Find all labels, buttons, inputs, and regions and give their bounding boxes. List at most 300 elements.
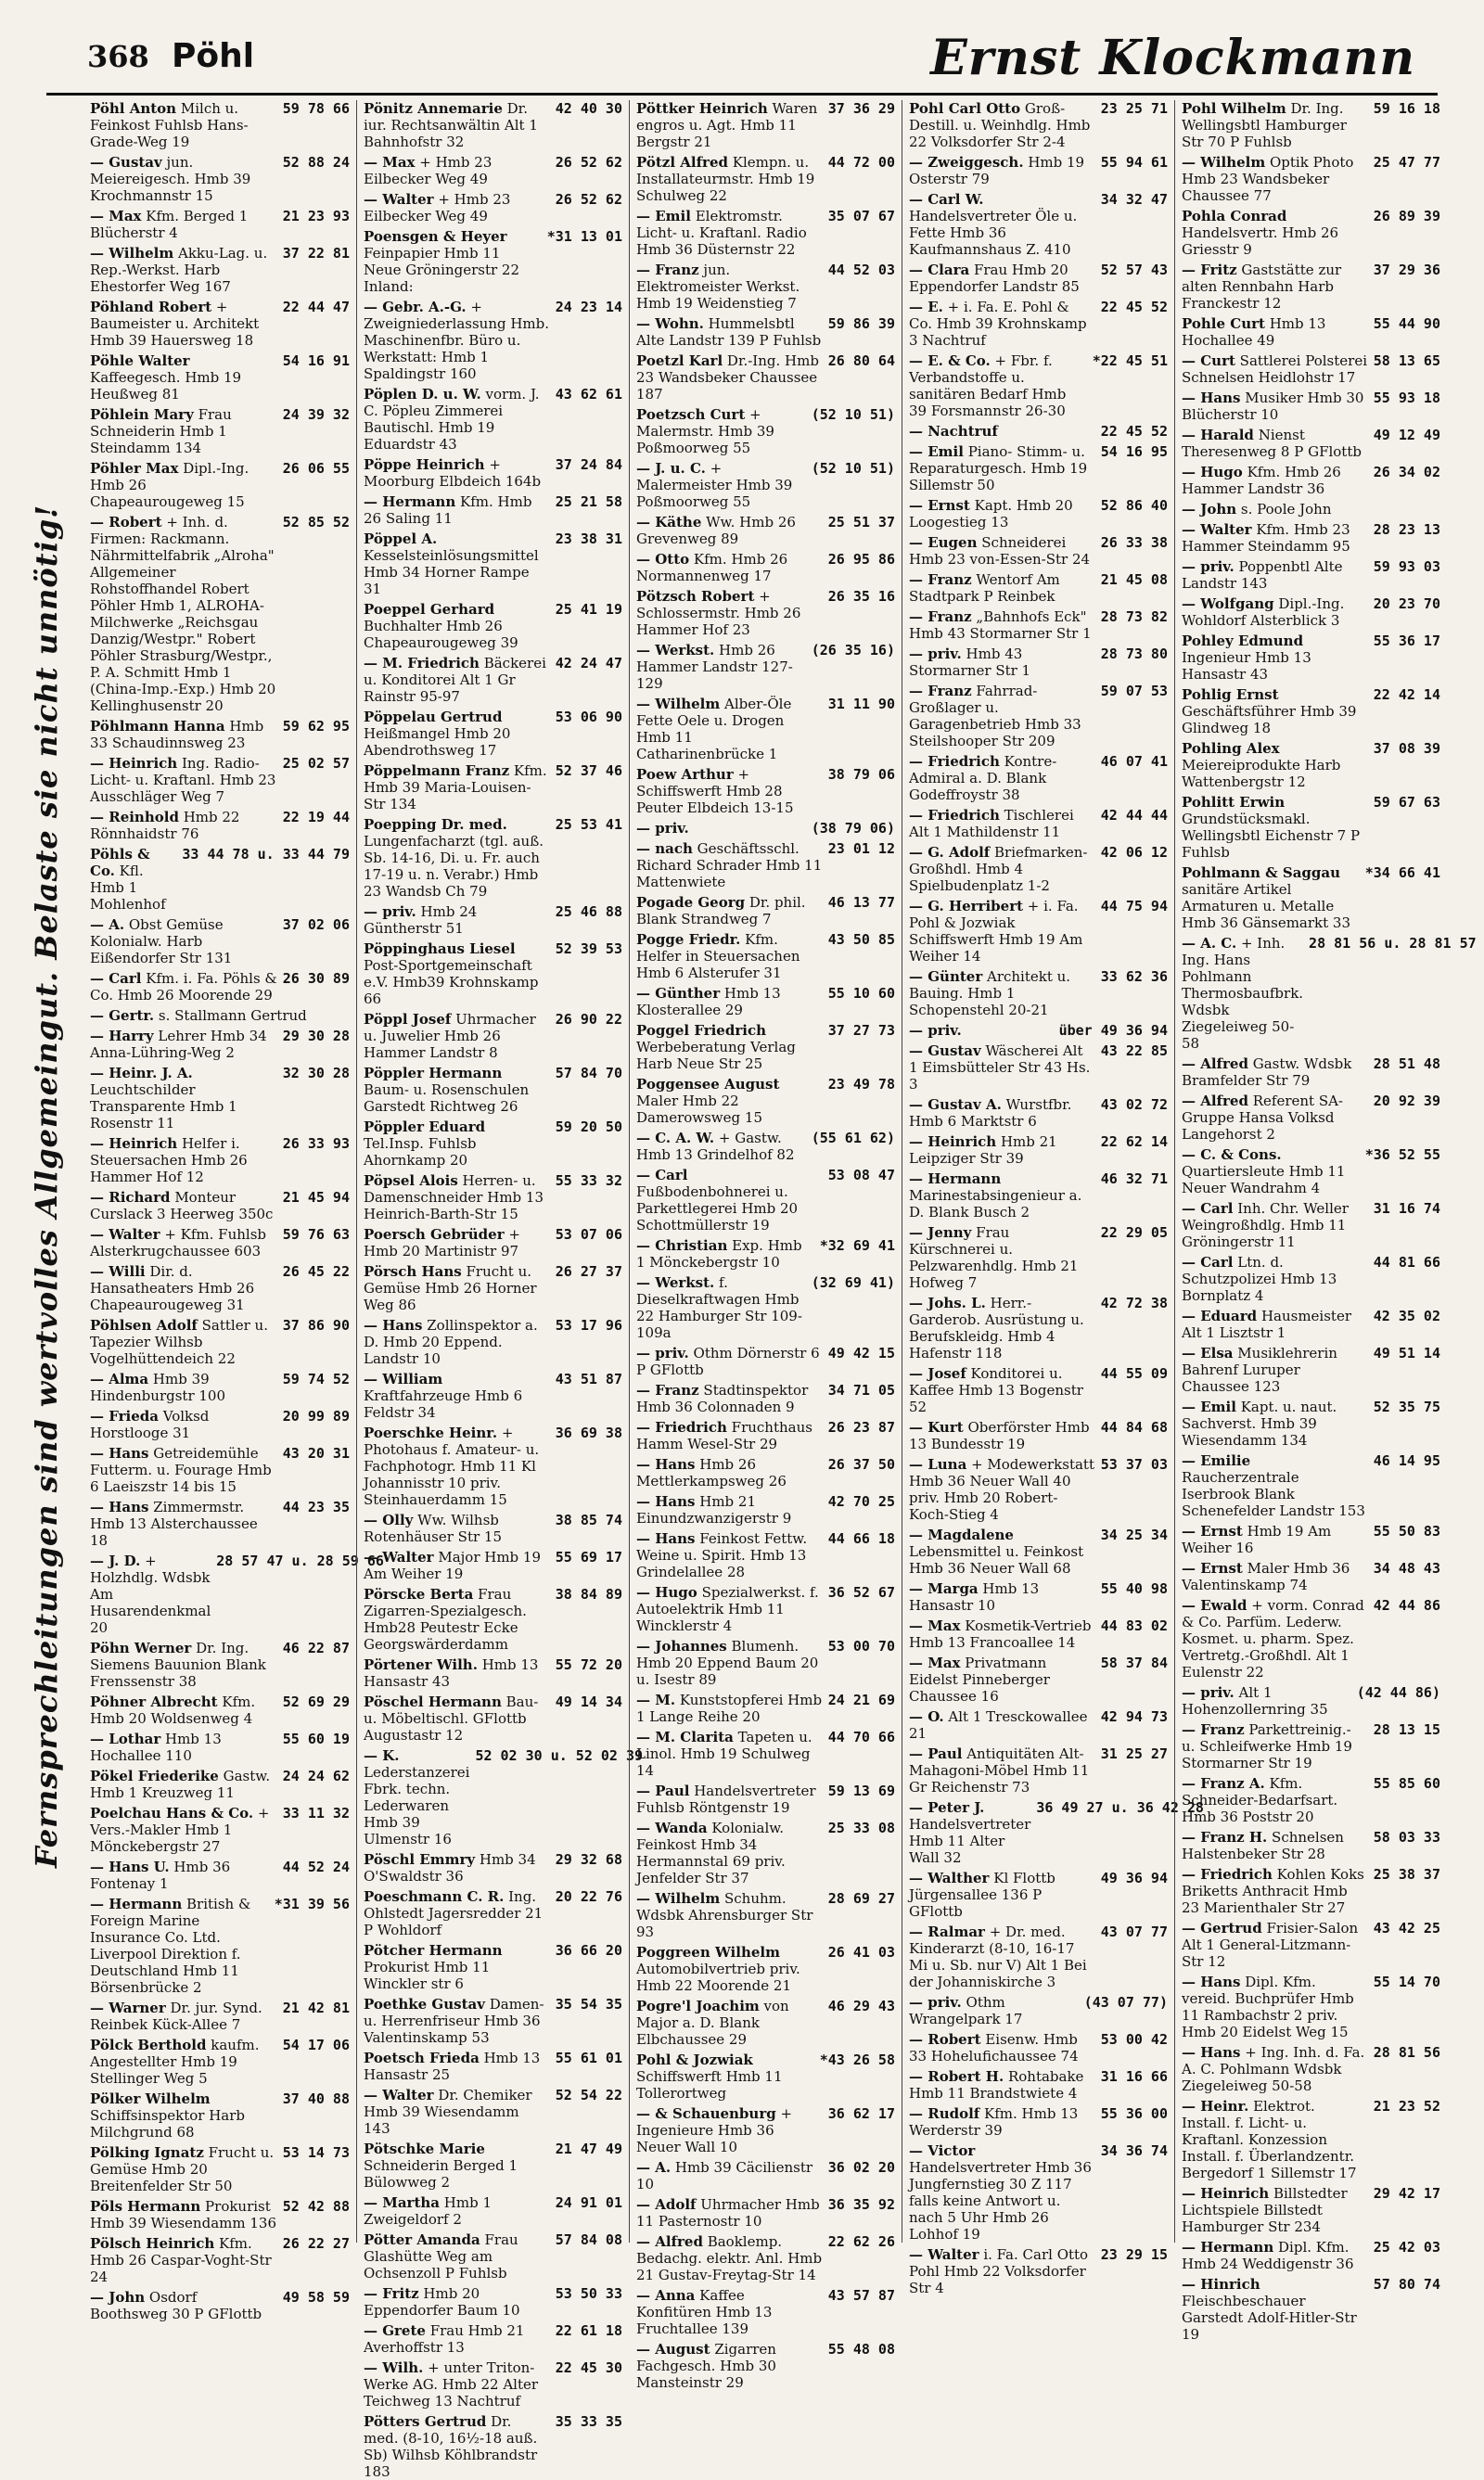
entry-description: Hmb 19 Am Weiher 16	[1182, 1523, 1332, 1556]
entry-phone: 43 51 87	[555, 1371, 622, 1387]
entry-phone: 22 45 52	[1100, 299, 1168, 315]
directory-entry	[636, 208, 895, 258]
entry-description: Gastw. Wdsbk Bramfelder Str 79	[1182, 1055, 1352, 1089]
entry-name: Poetzl Karl	[636, 352, 723, 369]
entry-description: Billstedter Lichtspiele Billstedt Hamburger Str 234	[1182, 2185, 1348, 2235]
entry-phone: 55 93 18	[1373, 390, 1440, 406]
entry-phone: 29 42 17	[1373, 2185, 1440, 2202]
directory-entry	[90, 1445, 350, 1495]
directory-entry	[90, 1065, 350, 1131]
entry-name: Poew Arthur	[636, 766, 734, 783]
entry-name: — Franz	[909, 571, 972, 588]
entry-phone: 58 37 84	[1100, 1655, 1168, 1671]
directory-entry	[636, 820, 895, 837]
entry-description: Tapeten u. Linol. Hmb 19 Schulweg 14	[636, 1729, 812, 1779]
entry-name: — Victor	[909, 2142, 976, 2159]
directory-entry	[636, 985, 895, 1018]
entry-name: — Nachtruf	[909, 423, 998, 440]
entry-name: — Günter	[909, 968, 983, 985]
entry-phone: 34 71 05	[827, 1382, 895, 1399]
entry-phone: 59 13 69	[827, 1783, 895, 1799]
entry-phone: 37 22 81	[282, 245, 350, 262]
entry-name: Poeschmann C. R.	[364, 1888, 505, 1905]
entry-description: Handelsvertreter Fuhlsb Röntgenstr 19	[636, 1783, 816, 1816]
entry-name: — Wanda	[636, 1820, 708, 1836]
directory-entry	[90, 100, 350, 150]
directory-entry	[636, 100, 895, 150]
directory-entry	[364, 2413, 622, 2480]
entry-name: — priv.	[1182, 1684, 1235, 1701]
entry-description: Kfm. Hmb 23 Hammer Steindamm 95	[1182, 521, 1350, 555]
entry-phone: 26 33 93	[282, 1135, 350, 1152]
directory-entry	[636, 2105, 895, 2155]
entry-name: — E. & Co.	[909, 352, 991, 369]
entry-name: Pohley Edmund	[1182, 633, 1304, 649]
entry-name: Poetsch Frieda	[364, 2050, 480, 2066]
directory-entry	[90, 2090, 350, 2141]
entry-name: — O.	[909, 1708, 944, 1725]
entry-name: — Reinhold	[90, 809, 179, 825]
directory-entry	[636, 1493, 895, 1527]
entry-description: Hmb 36 Fontenay 1	[90, 1859, 231, 1892]
entry-name: — Franz	[1182, 1721, 1245, 1738]
entry-phone: 36 69 38	[555, 1425, 622, 1441]
directory-entry	[90, 718, 350, 751]
entry-description: + Modewerkstatt Hmb 36 Neuer Wall 40 priv. Hmb 20 Robert-Koch-Stieg 4	[909, 1456, 1094, 1523]
entry-name: — Hermann	[1182, 2239, 1274, 2256]
entry-name: — William	[364, 1371, 443, 1387]
entry-phone: 52 88 24	[282, 154, 350, 171]
entry-name: — Gertr.	[90, 1007, 155, 1024]
entry-name: — Harry	[90, 1028, 154, 1044]
entry-name: Pöppl Josef	[364, 1011, 452, 1028]
entry-description: + Dr. med. Kinderarzt (8-10, 16-17 Mi u. Sb. nur V) Alt 1 Bei der Johanniskirche 3	[909, 1924, 1087, 1990]
entry-description: Major Hmb 19 Am Weiher 19	[364, 1549, 542, 1582]
directory-entry	[1182, 1974, 1440, 2040]
entry-description: Zigarren Fachgesch. Hmb 30 Mansteinstr 29	[636, 2341, 776, 2391]
directory-entry	[1182, 558, 1440, 592]
entry-phone: 21 45 94	[282, 1189, 350, 1206]
entry-description: Akku-Lag. u. Rep.-Werkst. Harb Ehestorfer Weg 167	[90, 245, 268, 295]
entry-name: Pötschke Marie	[364, 2141, 485, 2157]
directory-entry	[1182, 427, 1440, 460]
directory-entry	[636, 1022, 895, 1072]
directory-entry	[1182, 1254, 1440, 1304]
directory-entry	[1182, 686, 1440, 736]
entry-description: sanitäre Artikel Armaturen u. Metalle Hmb 36 Gänsemarkt 33	[1182, 881, 1350, 931]
directory-column	[83, 100, 384, 2322]
entry-name: Pöhl Anton	[90, 100, 177, 117]
entry-description: Prokurist Hmb 39 Wiesendamm 136	[90, 2198, 276, 2231]
entry-name: Pötzsch Robert	[636, 588, 755, 605]
directory-entry	[90, 2235, 350, 2285]
entry-name: — C. A. W.	[636, 1130, 715, 1146]
entry-name: Pölck Berthold	[90, 2037, 207, 2053]
entry-phone: 55 48 08	[827, 2341, 895, 2358]
entry-description: jun. Elektromeister Werkst. Hmb 19 Weidenstieg 7	[636, 262, 800, 312]
directory-entry	[636, 1998, 895, 2048]
entry-description: Alt 1 Tresckowallee 21	[909, 1708, 1088, 1742]
entry-description: Obst Gemüse Kolonialw. Harb Eißendorfer Str 131	[90, 916, 233, 966]
entry-phone: 42 72 38	[1100, 1295, 1168, 1311]
entry-description: Maler Hmb 36 Valentinskamp 74	[1182, 1560, 1350, 1593]
entry-phone: 52 42 88	[282, 2198, 350, 2215]
entry-phone: 59 16 18	[1373, 100, 1440, 117]
entry-description: Handelsvertr. Hmb 26 Griesstr 9	[1182, 224, 1339, 258]
entry-description: Schiffsinspektor Harb Milchgrund 68	[90, 2107, 246, 2141]
entry-phone: *43 26 58	[819, 2052, 895, 2068]
entry-description: Herren- u. Damenschneider Hmb 13 Heinrich-Barth-Str 15	[364, 1172, 544, 1222]
entry-phone: 49 42 15	[827, 1345, 895, 1361]
directory-entry	[364, 1694, 622, 1744]
entry-name: Pogge Friedr.	[636, 931, 741, 948]
entry-name: — Franz A.	[1182, 1775, 1265, 1792]
entry-name: Poethke Gustav	[364, 1996, 485, 2013]
entry-phone: 52 35 75	[1373, 1399, 1440, 1415]
directory-column	[902, 100, 1204, 2296]
directory-entry	[1182, 501, 1440, 518]
entry-description: Prokurist Hmb 11 Winckler str 6	[364, 1959, 491, 1992]
directory-entry	[90, 1408, 350, 1441]
directory-entry	[909, 191, 1168, 258]
entry-name: — Hans	[364, 1317, 423, 1334]
entry-name: — John	[1182, 501, 1237, 518]
entry-description: + Inh. Ing. Hans Pohlmann Thermosbaufbrk. Wdsbk Ziegeleiweg 50-58	[1182, 935, 1304, 1052]
directory-entry	[636, 1890, 895, 1940]
directory-entry	[1182, 1308, 1440, 1341]
directory-entry	[909, 2068, 1168, 2102]
entry-name: — A.	[90, 916, 125, 933]
directory-entry	[364, 1747, 644, 1847]
entry-phone: 38 84 89	[555, 1586, 622, 1603]
entry-name: — Clara	[909, 262, 970, 278]
entry-name: — priv.	[364, 903, 416, 920]
directory-entry	[364, 2359, 622, 2410]
entry-phone: 46 32 71	[1100, 1170, 1168, 1187]
directory-entry	[90, 208, 350, 241]
entry-name: — Emil	[636, 208, 691, 224]
entry-name: — Paul	[909, 1745, 963, 1762]
entry-phone: 21 23 93	[282, 208, 350, 224]
entry-name: — Anna	[636, 2287, 696, 2304]
entry-name: — Werkst.	[636, 642, 715, 658]
entry-description: Hmb 39 Cäcilienstr 10	[636, 2159, 813, 2192]
directory-entry	[909, 807, 1168, 840]
entry-description: Othm Wrangelpark 17	[909, 1994, 1023, 2027]
entry-name: — Heinr.	[1182, 2098, 1249, 2115]
entry-name: Pogre'l Joachim	[636, 1998, 760, 2014]
entry-name: Pöls Hermann	[90, 2198, 201, 2215]
entry-name: — E.	[909, 299, 943, 315]
entry-phone: 46 14 95	[1373, 1452, 1440, 1469]
entry-name: — Heinrich	[90, 1135, 178, 1152]
entry-description: Dir. d. Hansatheaters Hmb 26 Chapeaurougeweg 31	[90, 1263, 255, 1313]
entry-description: Grundstücksmakl. Wellingsbtl Eichenstr 7 P Fuhlsb	[1182, 811, 1361, 861]
entry-name: — Alma	[90, 1371, 149, 1387]
directory-entry	[364, 1226, 622, 1259]
entry-phone: 44 55 09	[1100, 1365, 1168, 1382]
entry-name: — Jenny	[909, 1224, 972, 1241]
directory-entry	[1182, 1560, 1440, 1593]
entry-name: Pöppe Heinrich	[364, 456, 485, 473]
entry-phone: 59 62 95	[282, 718, 350, 735]
entry-name: Pohle Curt	[1182, 315, 1265, 332]
directory-entry	[1182, 1775, 1440, 1825]
entry-phone: 55 61 01	[555, 2050, 622, 2066]
entry-description: Dipl.-Ing. Wohldorf Alsterblick 3	[1182, 595, 1345, 629]
entry-phone: 25 51 37	[827, 514, 895, 531]
entry-phone: 54 17 06	[282, 2037, 350, 2053]
directory-entry	[636, 931, 895, 981]
directory-entry	[909, 2246, 1168, 2296]
entry-description: Alt 1 Hohenzollernring 35	[1182, 1684, 1328, 1718]
entry-name: Pöschel Hermann	[364, 1694, 502, 1710]
entry-name: — Olly	[364, 1512, 414, 1528]
entry-description: Nienst Theresenweg 8 P GFlottb	[1182, 427, 1362, 460]
entry-description: + Photohaus f. Amateur- u. Fachphotogr. Hmb 11 Kl Johannisstr 10 priv. Steinhauerdamm 15	[364, 1425, 540, 1508]
entry-description: Frisier-Salon Alt 1 General-Litzmann-Str 12	[1182, 1920, 1359, 1970]
entry-name: Pötter Amanda	[364, 2231, 480, 2248]
directory-entry	[90, 1028, 350, 1061]
entry-phone: 38 79 06	[827, 766, 895, 783]
directory-entry	[364, 1425, 622, 1508]
entry-description: Konditorei u. Kaffee Hmb 13 Bogenstr 52	[909, 1365, 1083, 1415]
entry-description: Hmb 21 Einundzwanzigerstr 9	[636, 1493, 792, 1527]
entry-description: + Baumeister u. Architekt Hmb 39 Hauersweg 18	[90, 299, 260, 349]
directory-entry	[636, 2052, 895, 2102]
directory-entry	[909, 1224, 1168, 1291]
entry-description: Geschäftsführer Hmb 39 Glindweg 18	[1182, 703, 1357, 736]
entry-phone: (42 44 86)	[1356, 1684, 1440, 1701]
entry-phone: (38 79 06)	[811, 820, 895, 837]
entry-description: Musiklehrerin Bahrenf Luruper Chaussee 123	[1182, 1345, 1337, 1395]
directory-entry	[1182, 1200, 1440, 1250]
entry-name: Pöhn Werner	[90, 1640, 192, 1656]
directory-entry	[364, 1656, 622, 1690]
entry-description: Lungenfacharzt (tgl. auß. Sb. 14-16, Di. u. Fr. auch 17-19 u. n. Verabr.) Hmb 23 Wandsb Ch 79	[364, 833, 544, 900]
directory-entry	[1182, 521, 1440, 555]
directory-entry	[636, 1419, 895, 1452]
entry-description: Ltn. d. Schutzpolizei Hmb 13 Bornplatz 4	[1182, 1254, 1337, 1304]
entry-name: Pohla Conrad	[1182, 208, 1287, 224]
entry-phone: 43 42 25	[1373, 1920, 1440, 1937]
entry-phone: 26 34 02	[1373, 464, 1440, 480]
entry-name: Pötzl Alfred	[636, 154, 728, 171]
directory-entry	[636, 1345, 895, 1378]
directory-entry	[90, 846, 350, 913]
entry-phone: 42 70 25	[827, 1493, 895, 1510]
entry-name: Poelchau Hans & Co.	[90, 1805, 254, 1822]
entry-phone: 25 02 57	[282, 755, 350, 772]
entry-name: Pöhlsen Adolf	[90, 1317, 198, 1334]
directory-entry	[364, 1172, 622, 1222]
entry-description: Inh. Chr. Weller Weingroßhdlg. Hmb 11 Gröningerstr 11	[1182, 1200, 1349, 1250]
directory-entry	[364, 456, 622, 490]
entry-phone: 23 49 78	[827, 1076, 895, 1093]
entry-name: — priv.	[909, 1022, 962, 1039]
directory-entry	[636, 514, 895, 547]
entry-name: — Wilhelm	[636, 696, 721, 712]
entry-name: — Walter	[909, 2246, 979, 2263]
entry-name: — Hans	[1182, 390, 1241, 406]
entry-description: British & Foreign Marine Insurance Co. Ltd. Liverpool Direktion f. Deutschland Hmb 11 Börsenbrücke 2	[90, 1896, 251, 1996]
entry-name: Pohlitt Erwin	[1182, 794, 1286, 811]
entry-description: + Vers.-Makler Hmb 1 Mönckebergstr 27	[90, 1805, 270, 1855]
directory-entry	[636, 2196, 895, 2230]
entry-description: von Major a. D. Blank Elbchaussee 29	[636, 1998, 789, 2048]
entry-description: Marinestabsingenieur a. D. Blank Busch 2	[909, 1187, 1082, 1221]
entry-description: Frau Schneiderin Hmb 1 Steindamm 134	[90, 406, 232, 456]
entry-phone: 46 07 41	[1100, 753, 1168, 770]
entry-phone: *34 66 41	[1364, 864, 1440, 881]
entry-name: — Robert H.	[909, 2068, 1004, 2085]
entry-phone: 36 49 27 u. 36 42 28	[1036, 1799, 1204, 1816]
entry-description: Hmb 26 Hammer Landstr 127-129	[636, 642, 793, 692]
directory-entry	[364, 1888, 622, 1938]
directory-entry	[909, 1170, 1168, 1221]
directory-entry	[636, 1783, 895, 1816]
entry-description: Kapt. u. naut. Sachverst. Hmb 39 Wiesendamm 134	[1182, 1399, 1337, 1449]
directory-entry	[636, 1456, 895, 1489]
entry-phone: 57 80 74	[1373, 2276, 1440, 2293]
entry-name: — priv.	[909, 646, 962, 662]
entry-name: — Magdalene	[909, 1527, 1014, 1543]
entry-name: — Hans	[90, 1445, 149, 1462]
entry-description: Hmb 24 Güntherstr 51	[364, 903, 478, 937]
entry-description: s. Poole John	[1236, 501, 1332, 518]
directory-entry	[1182, 633, 1440, 683]
entry-phone: 28 73 80	[1100, 646, 1168, 662]
directory-entry	[909, 1365, 1168, 1415]
directory-entry	[90, 460, 350, 510]
entry-phone: 55 33 32	[555, 1172, 622, 1189]
entry-name: — Walter	[364, 1549, 434, 1566]
directory-entry	[909, 352, 1168, 419]
entry-phone: 42 94 73	[1100, 1708, 1168, 1725]
entry-name: — A. C.	[1182, 935, 1237, 952]
entry-description: + Zweigniederlassung Hmb. Maschinenfbr. Büro u. Werkstatt: Hmb 1 Spaldingstr 160	[364, 299, 550, 382]
entry-phone: 21 23 52	[1373, 2098, 1440, 2115]
entry-description: Hmb 13 Hansastr 43	[364, 1656, 539, 1690]
entry-description: Briefmarken-Großhdl. Hmb 4 Spielbudenplatz 1-2	[909, 844, 1088, 894]
entry-description: Zollinspektor a. D. Hmb 20 Eppend. Landstr 10	[364, 1317, 538, 1367]
entry-description: Othm Dörnerstr 6 P GFlottb	[636, 1345, 820, 1378]
entry-name: Pöhlein Mary	[90, 406, 194, 423]
entry-name: — Hans	[1182, 2044, 1241, 2061]
entry-phone: 42 06 12	[1100, 844, 1168, 861]
directory-entry	[1182, 1721, 1440, 1771]
entry-phone: 34 48 43	[1373, 1560, 1440, 1577]
entry-description: Kfm. Hmb 20 Woldsenweg 4	[90, 1694, 256, 1727]
entry-name: — Johannes	[636, 1638, 727, 1655]
directory-entry	[1182, 1452, 1440, 1519]
entry-name: — Otto	[636, 551, 690, 568]
entry-phone: 36 02 20	[827, 2159, 895, 2176]
entry-phone: 26 27 37	[555, 1263, 622, 1280]
entry-description: + Hmb 20 Martinistr 97	[364, 1226, 520, 1259]
entry-name: — Adolf	[636, 2196, 697, 2213]
entry-description: Lebensmittel u. Feinkost Hmb 36 Neuer Wall 68	[909, 1543, 1084, 1577]
entry-name: Pörtener Wilh.	[364, 1656, 478, 1673]
entry-name: Pökel Friederike	[90, 1768, 219, 1784]
entry-phone: 34 36 74	[1100, 2142, 1168, 2159]
entry-phone: 25 21 58	[555, 493, 622, 510]
directory-entry	[1182, 1093, 1440, 1143]
entry-description: Tel.Insp. Fuhlsb Ahornkamp 20	[364, 1135, 477, 1169]
entry-description: Uhrmacher Hmb 11 Pasternostr 10	[636, 2196, 820, 2230]
entry-description: Fußbodenbohnerei u. Parkettlegerei Hmb 20 Schottmüllerstr 19	[636, 1183, 799, 1234]
entry-description: Schuhm. Wdsbk Ahrensburger Str 93	[636, 1890, 813, 1940]
entry-description: Klempn. u. Installateurmstr. Hmb 19 Schulweg 22	[636, 154, 815, 204]
directory-column	[629, 100, 902, 2391]
entry-phone: 55 10 60	[827, 985, 895, 1002]
directory-entry	[1182, 794, 1440, 861]
entry-description: Kfm. Hmb 39 Maria-Louisen-Str 134	[364, 762, 547, 812]
entry-phone: 53 50 33	[555, 2285, 622, 2302]
directory-entry	[90, 970, 350, 1004]
directory-entry	[90, 2000, 350, 2033]
entry-phone: 44 66 18	[827, 1530, 895, 1547]
entry-phone: 46 22 87	[282, 1640, 350, 1656]
entry-name: Pohl Wilhelm	[1182, 100, 1286, 117]
entry-phone: 22 61 18	[555, 2322, 622, 2339]
entry-name: — K.	[364, 1747, 400, 1764]
entry-phone: 44 81 66	[1373, 1254, 1440, 1271]
entry-name: — Franz H.	[1182, 1829, 1268, 1846]
entry-name: — Eduard	[1182, 1308, 1258, 1324]
entry-name: — Zweiggesch.	[909, 154, 1024, 171]
directory-entry	[90, 755, 350, 805]
entry-description: Dr. Chemiker Hmb 39 Wiesendamm 143	[364, 2087, 532, 2137]
entry-description: + Ingenieure Hmb 36 Neuer Wall 10	[636, 2105, 793, 2155]
directory-entry	[90, 2144, 350, 2194]
entry-phone: 25 47 77	[1373, 154, 1440, 171]
directory-entry	[909, 683, 1168, 749]
entry-phone: 28 73 82	[1100, 608, 1168, 625]
directory-entry	[636, 1076, 895, 1126]
entry-name: — Hinrich	[1182, 2276, 1260, 2293]
entry-name: — Carl W.	[909, 191, 984, 208]
directory-entry	[90, 1263, 350, 1313]
entry-name: — Ernst	[1182, 1560, 1243, 1577]
entry-description: Antiquitäten Alt-Mahagoni-Möbel Hmb 11 Gr Reichenstr 73	[909, 1745, 1090, 1796]
entry-description: Hmb 33 Schaudinnsweg 23	[90, 718, 264, 751]
entry-description: Werbeberatung Verlag Harb Neue Str 25	[636, 1039, 796, 1072]
entry-phone: 26 52 62	[555, 191, 622, 208]
entry-phone: 42 24 47	[555, 655, 622, 671]
entry-phone: 24 21 69	[827, 1692, 895, 1708]
directory-entry	[364, 1011, 622, 1061]
entry-name: — Josef	[909, 1365, 966, 1382]
directory-entry	[909, 2105, 1168, 2139]
entry-description: Piano- Stimm- u. Reparaturgesch. Hmb 19 Sillemstr 50	[909, 443, 1088, 493]
entry-name: — Hugo	[636, 1584, 697, 1601]
entry-description: Gastw. Hmb 1 Kreuzweg 11	[90, 1768, 271, 1801]
directory-entry	[1182, 864, 1440, 931]
entry-description: Baoklemp. Bedachg. elektr. Anl. Hmb 21 Gustav-Freytag-Str 14	[636, 2233, 823, 2283]
entry-description: Sattler u. Tapezier Wilhsb Vogelhüttendeich 22	[90, 1317, 268, 1367]
entry-description: Kfm. Berged 1 Blücherstr 4	[90, 208, 249, 241]
entry-description: Frau Zigarren-Spezialgesch. Hmb28 Peutestr Ecke Georgswärderdamm	[364, 1586, 527, 1653]
directory-entry	[636, 1584, 895, 1634]
entry-description: Eisenw. Hmb 33 Hohelufichaussee 74	[909, 2031, 1079, 2065]
entry-name: — nach	[636, 840, 693, 857]
entry-description: Kesselsteinlösungsmittel Hmb 34 Horner Rampe 31	[364, 547, 539, 597]
entry-name: — Franz	[636, 1382, 699, 1399]
entry-phone: 31 25 27	[1100, 1745, 1168, 1762]
entry-phone: 22 44 47	[282, 299, 350, 315]
directory-entry	[364, 493, 622, 527]
